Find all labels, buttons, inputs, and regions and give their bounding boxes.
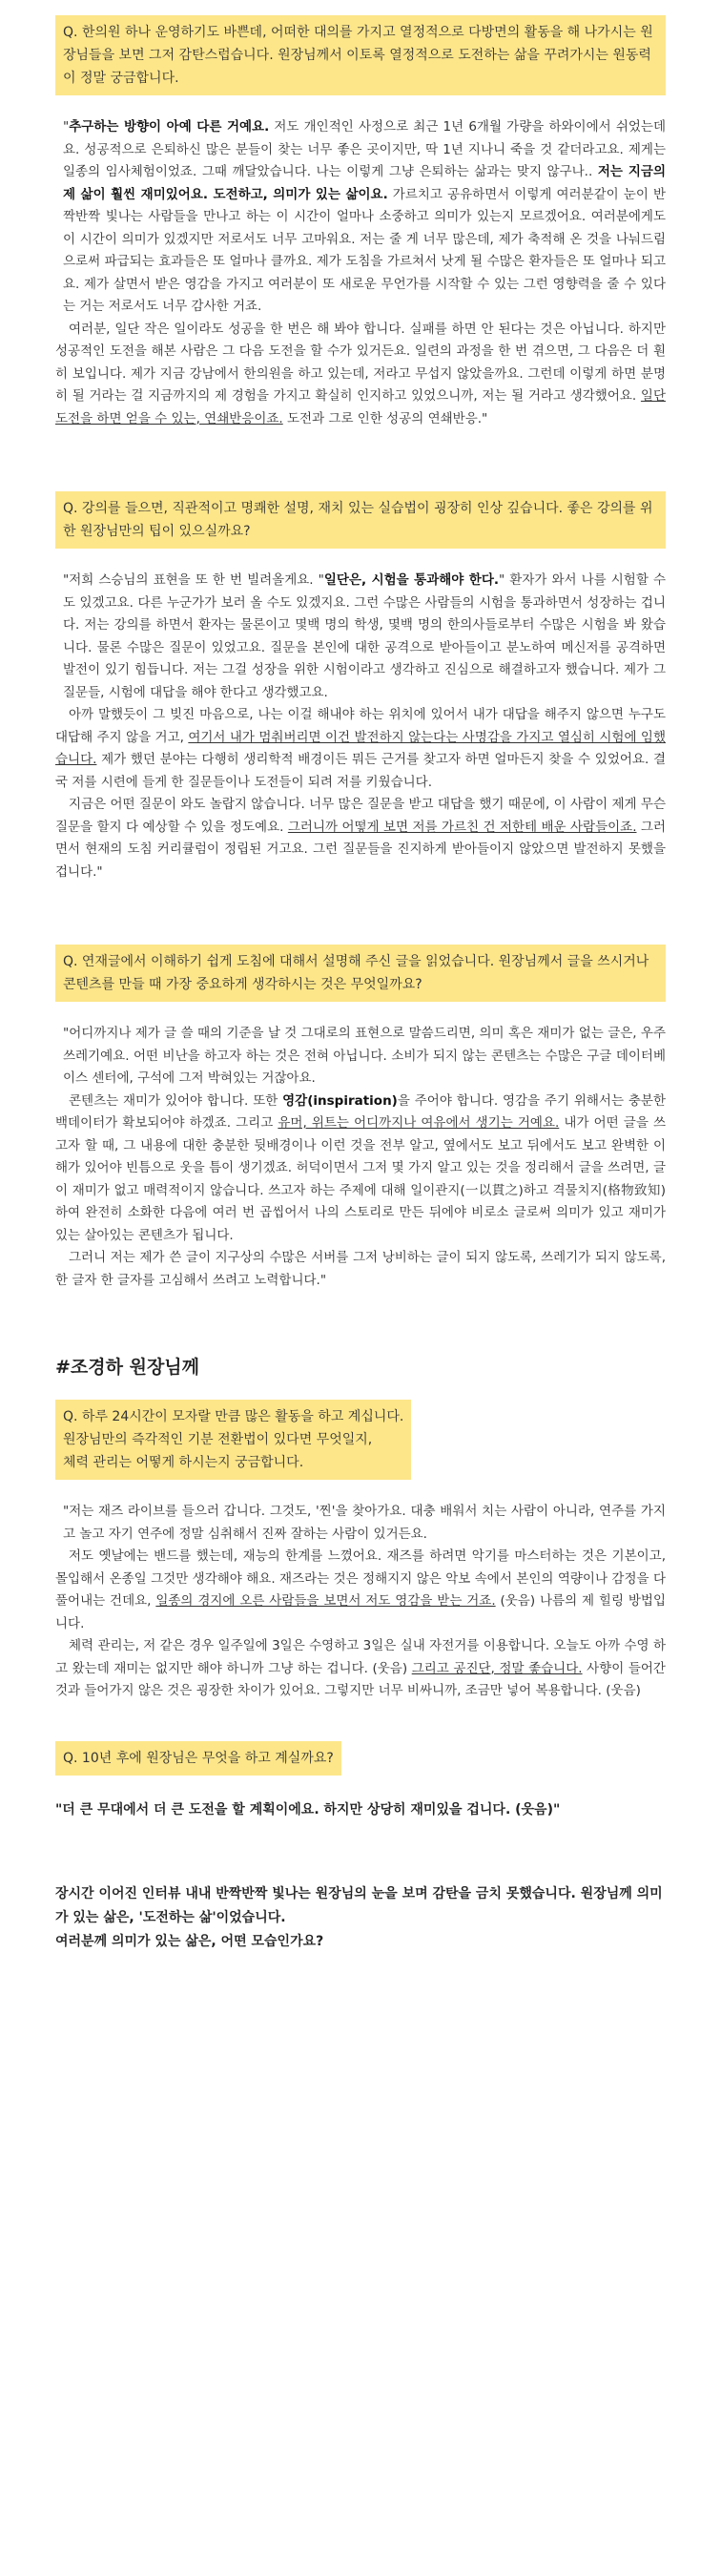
answer-paragraph [55,570,666,704]
closing-text: 장시간 이어진 인터뷰 내내 반짝반짝 빛나는 원장님의 눈을 보며 감탄을 금치 못했습니다. 원장님께 의미가 있는 삶은, '도전하는 삶'이었습니다. [55,1885,663,1925]
short-answer: "더 큰 무대에서 더 큰 도전을 할 계획이에요. 하지만 상당히 재미있을 겁니다. (웃음)" [55,1801,561,1818]
question-box-1 [55,15,666,95]
answer-block-2 [55,570,666,883]
answer-underline: 그러니까 어떻게 보면 저를 가르친 건 저한테 배운 사람들이죠. [287,819,637,835]
answer-underline: 여기서 내가 멈춰버리면 이건 발전하지 않는다는 사명감을 가지고 열심히 시험에 임했습니다. [55,729,666,767]
answer-text: 제가 했던 분야는 다행히 생리학적 배경이든 뭐든 근거를 찾고자 하면 얼마든지 찾을 수 있었어요. 결국 저를 시련에 들게 한 질문들이나 도전들이 되려 저를 키웠습니다. [55,752,666,790]
answer-text: 도전과 그로 인한 성공의 연쇄반응." [282,410,488,426]
answer-text: 그러면서 현재의 도침 커리큘럼이 정립된 거고요. 그런 질문들을 진지하게 받아들이지 않았으면 발전하지 못했을 겁니다." [55,819,666,880]
answer-underline: 그리고 공진단, 정말 좋습니다. [411,1660,583,1676]
question-text: Q. 한의원 하나 운영하기도 바쁜데, 어떠한 대의를 가지고 열정적으로 다방면의 활동을 해 나가시는 원장님들을 보면 그저 감탄스럽습니다. 원장님께서 이토록 열정적으로 도전하는 삶을 꾸려가시는 원동력이 정말 궁금합니다. [63,25,653,86]
answer-paragraph [55,116,666,319]
answer-text: " [63,119,70,135]
question-text: Q. 강의를 들으면, 직관적이고 명쾌한 설명, 재치 있는 실습법이 굉장히 인상 깊습니다. 좋은 강의를 위한 원장님만의 팁이 있으실까요? [63,501,653,539]
question-box-4 [55,1400,411,1480]
question-text: Q. 연재글에서 이해하기 쉽게 도침에 대해서 설명해 주신 글을 읽었습니다. 원장님께서 글을 쓰시거나 콘텐츠를 만들 때 가장 중요하게 생각하시는 것은 무엇일까요? [63,954,649,992]
answer-text: 저도 옛날에는 밴드를 했는데, 재능의 한계를 느꼈어요. 재즈를 하려면 악기를 마스터하는 것은 기본이고, 몰입해서 온종일 그것만 생각해야 해요. 재즈라는 것은 정해지지 않은 악보 속에서 본인의 역량이나 감정을 다 풀어내는 건데요, [55,1548,666,1609]
spacer [55,1292,666,1353]
answer-underline: 유머, 위트는 어디까지나 여유에서 생기는 거예요. [278,1115,560,1131]
answer-block-1 [55,116,666,430]
answer-text: (웃음) 나름의 제 힐링 방법입니다. [55,1593,666,1631]
answer-paragraph [55,319,666,431]
question-line: Q. 하루 24시간이 모자랄 만큼 많은 활동을 하고 계십니다. [63,1409,404,1424]
spacer [55,1821,666,1882]
answer-emphasis: 저는 지금의 제 삶이 훨씬 재미있어요. 도전하고, 의미가 있는 삶이요. [63,164,666,202]
answer-paragraph: "어디까지나 제가 글 쓸 때의 기준을 날 것 그대로의 표현으로 말씀드리면, 의미 혹은 재미가 없는 글은, 우주 쓰레기예요. 어떤 비난을 하고자 하는 것은 전혀 아닙니다. 소비가 되지 않는 콘텐츠는 수많은 구글 데이터베이스 센터에, 구석에 그저 박혀있는 거잖아요. [63,1026,666,1086]
answer-text: 아까 말했듯이 그 빚진 마음으로, 나는 이걸 해내야 하는 위치에 있어서 내가 대답을 해주지 않으면 누구도 대답해 주지 않을 거고, [55,707,666,745]
answer-underline: 일단 도전을 하면 얻을 수 있는, 연쇄반응이죠. [55,388,666,426]
answer-text: 체력 관리는, 저 같은 경우 일주일에 3일은 수영하고 3일은 실내 자전거를 이용합니다. 오늘도 아까 수영 하고 왔는데 재미는 없지만 해야 하니까 그냥 하는 겁니다. (웃음) [55,1638,666,1676]
answer-block-4 [55,1501,666,1703]
answer-block-3 [55,1023,666,1292]
answer-text: " 환자가 와서 나를 시험할 수도 있겠고요. 다른 누군가가 보러 올 수도 있겠지요. 그런 수많은 사람들의 시험을 통과하면서 성장하는 겁니다. 저는 강의를 하면서 환자는 물론이고 몇백 명의 학생, 몇백 명의 한의사들로부터 수많은 시험을 봐 왔습니다. 물론 수많은 질문이 있었고요. 질문을 본인에 대한 공격으로 받아들이고 분노하여 메신저를 공격하면 발전이 있기 힘듭니다. 저는 그걸 성장을 위한 시험이라고 생각하고 진심으로 해결하고자 했습니다. 제가 그 질문들, 시험에 대답을 해야 한다고 생각했고요. [63,572,666,700]
answer-emphasis: 추구하는 방향이 아예 다른 거예요. [69,119,270,135]
answer-text: 여러분, 일단 작은 일이라도 성공을 한 번은 해 봐야 합니다. 실패를 하면 안 된다는 것은 아닙니다. 하지만 성공적인 도전을 해본 사람은 그 다음 도전을 할 수가 있거든요. 일련의 과정을 한 번 겪으면, 그 다음은 더 훤히 보입니다. 제가 지금 강남에서 한의원을 하고 있는데, 저라고 무섭지 않았을까요. 그런데 이렇게 하면 분명히 될 거라는 걸 지금까지의 제 경험을 가지고 확실히 인지하고 있었으니까, 저는 될 거라고 생각했어요. [55,321,666,404]
answer-paragraph [55,1091,666,1248]
answer-text: "저희 스승님의 표현을 또 한 번 빌려올게요. " [63,572,324,588]
question-line: 원장님만의 즉각적인 기분 전환법이 있다면 무엇일지, [63,1432,373,1447]
answer-paragraph: 그러니 저는 제가 쓴 글이 지구상의 수많은 서버를 그저 낭비하는 글이 되지 않도록, 쓰레기가 되지 않도록, 한 글자 한 글자를 고심해서 쓰려고 노력합니다." [55,1250,666,1288]
question-box-2 [55,491,666,549]
answer-text: 내가 어떤 글을 쓰고자 할 때, 그 내용에 대한 충분한 뒷배경이나 이런 것을 전부 알고, 옆에서도 보고 뒤에서도 보고 완벽한 이해가 있어야 빈틈으로 웃을 틈이 생기겠죠. 허덕이면서 그저 몇 가지 알고 있는 것을 정리해서 글을 쓰려면, 글이 재미가 없고 매력적이지 않습니다. 쓰고자 하는 주제에 대해 일이관지(一以貫之)하고 격물치지(格物致知)하여 완전히 소화한 다음에 여러 번 곱씹어서 나의 스토리로 만든 뒤에야 비로소 글로써 의미가 있고 재미가 있는 살아있는 콘텐츠가 됩니다. [55,1115,666,1243]
spacer [55,430,666,491]
answer-paragraph [55,1546,666,1635]
answer-text: 가르치고 공유하면서 이렇게 여러분같이 눈이 반짝반짝 빛나는 사람들을 만나고 하는 이 시간이 얼마나 소중하고 의미가 있는지 모르겠어요. 여러분에게도 이 시간이 의미가 있겠지만 저로서도 너무 고마워요. 저는 줄 게 너무 많은데, 제가 축적해 온 것을 나눠드림으로써 파급되는 효과들은 또 얼마나 클까요. 제가 도침을 가르쳐서 낫게 될 수많은 환자들은 또 얼마나 되고요. 제가 살면서 받은 영감을 가지고 여러분이 또 새로운 무언가를 시작할 수 있는 그런 영향력을 줄 수 있다는 거는 저로서도 너무 감사한 거죠. [63,186,666,314]
answer-paragraph [55,1635,666,1703]
answer-text: 사향이 들어간 것과 들어가지 않은 것은 굉장한 차이가 있어요. 그렇지만 너무 비싸니까, 조금만 넣어 복용합니다. (웃음) [55,1660,666,1698]
answer-text: 을 주어야 합니다. 영감을 주기 위해서는 충분한 백데이터가 확보되어야 하겠죠. 그리고 [55,1092,666,1131]
answer-paragraph [55,794,666,883]
question-box-5 [55,1741,341,1776]
answer-text: 지금은 어떤 질문이 와도 놀랍지 않습니다. 너무 많은 질문을 받고 대답을 했기 때문에, 이 사람이 제게 무슨 질문을 할지 다 예상할 수 있을 정도예요. [55,797,666,835]
section-title: #조경하 원장님께 [55,1357,200,1378]
answer-text: 저도 개인적인 사정으로 최근 1년 6개월 가량을 하와이에서 쉬었는데요. 성공적으로 은퇴하신 많은 분들이 찾는 너무 좋은 곳이지만, 딱 1년 지나니 죽을 것 같더라고요. 제게는 일종의 임사체험이었죠. 그때 깨달았습니다. 나는 이렇게 그냥 은퇴하는 삶과는 맞지 않구나.. [63,119,666,179]
answer-emphasis: 영감(inspiration) [282,1092,398,1109]
answer-emphasis: 일단은, 시험을 통과해야 한다. [323,572,500,588]
question-line: 체력 관리는 어떻게 하시는지 궁금합니다. [63,1455,304,1470]
answer-paragraph [55,704,666,794]
closing-question: 여러분께 의미가 있는 삶은, 어떤 모습인가요? [55,1933,324,1949]
interview-article [55,0,666,1954]
answer-underline: 일종의 경지에 오른 사람들을 보면서 저도 영감을 받는 거죠. [155,1593,496,1609]
question-box-3 [55,945,666,1002]
answer-paragraph: "저는 재즈 라이브를 들으러 갑니다. 그것도, '찐'을 찾아가요. 대충 배워서 치는 사람이 아니라, 연주를 가지고 놀고 자기 연주에 정말 심취해서 진짜 잘하는 사람이 있거든요. [63,1504,666,1542]
question-text: Q. 10년 후에 원장님은 무엇을 하고 계실까요? [63,1750,334,1766]
answer-text: 콘텐츠는 재미가 있어야 합니다. 또한 [69,1092,283,1109]
spacer [55,1703,666,1741]
spacer [55,883,666,945]
